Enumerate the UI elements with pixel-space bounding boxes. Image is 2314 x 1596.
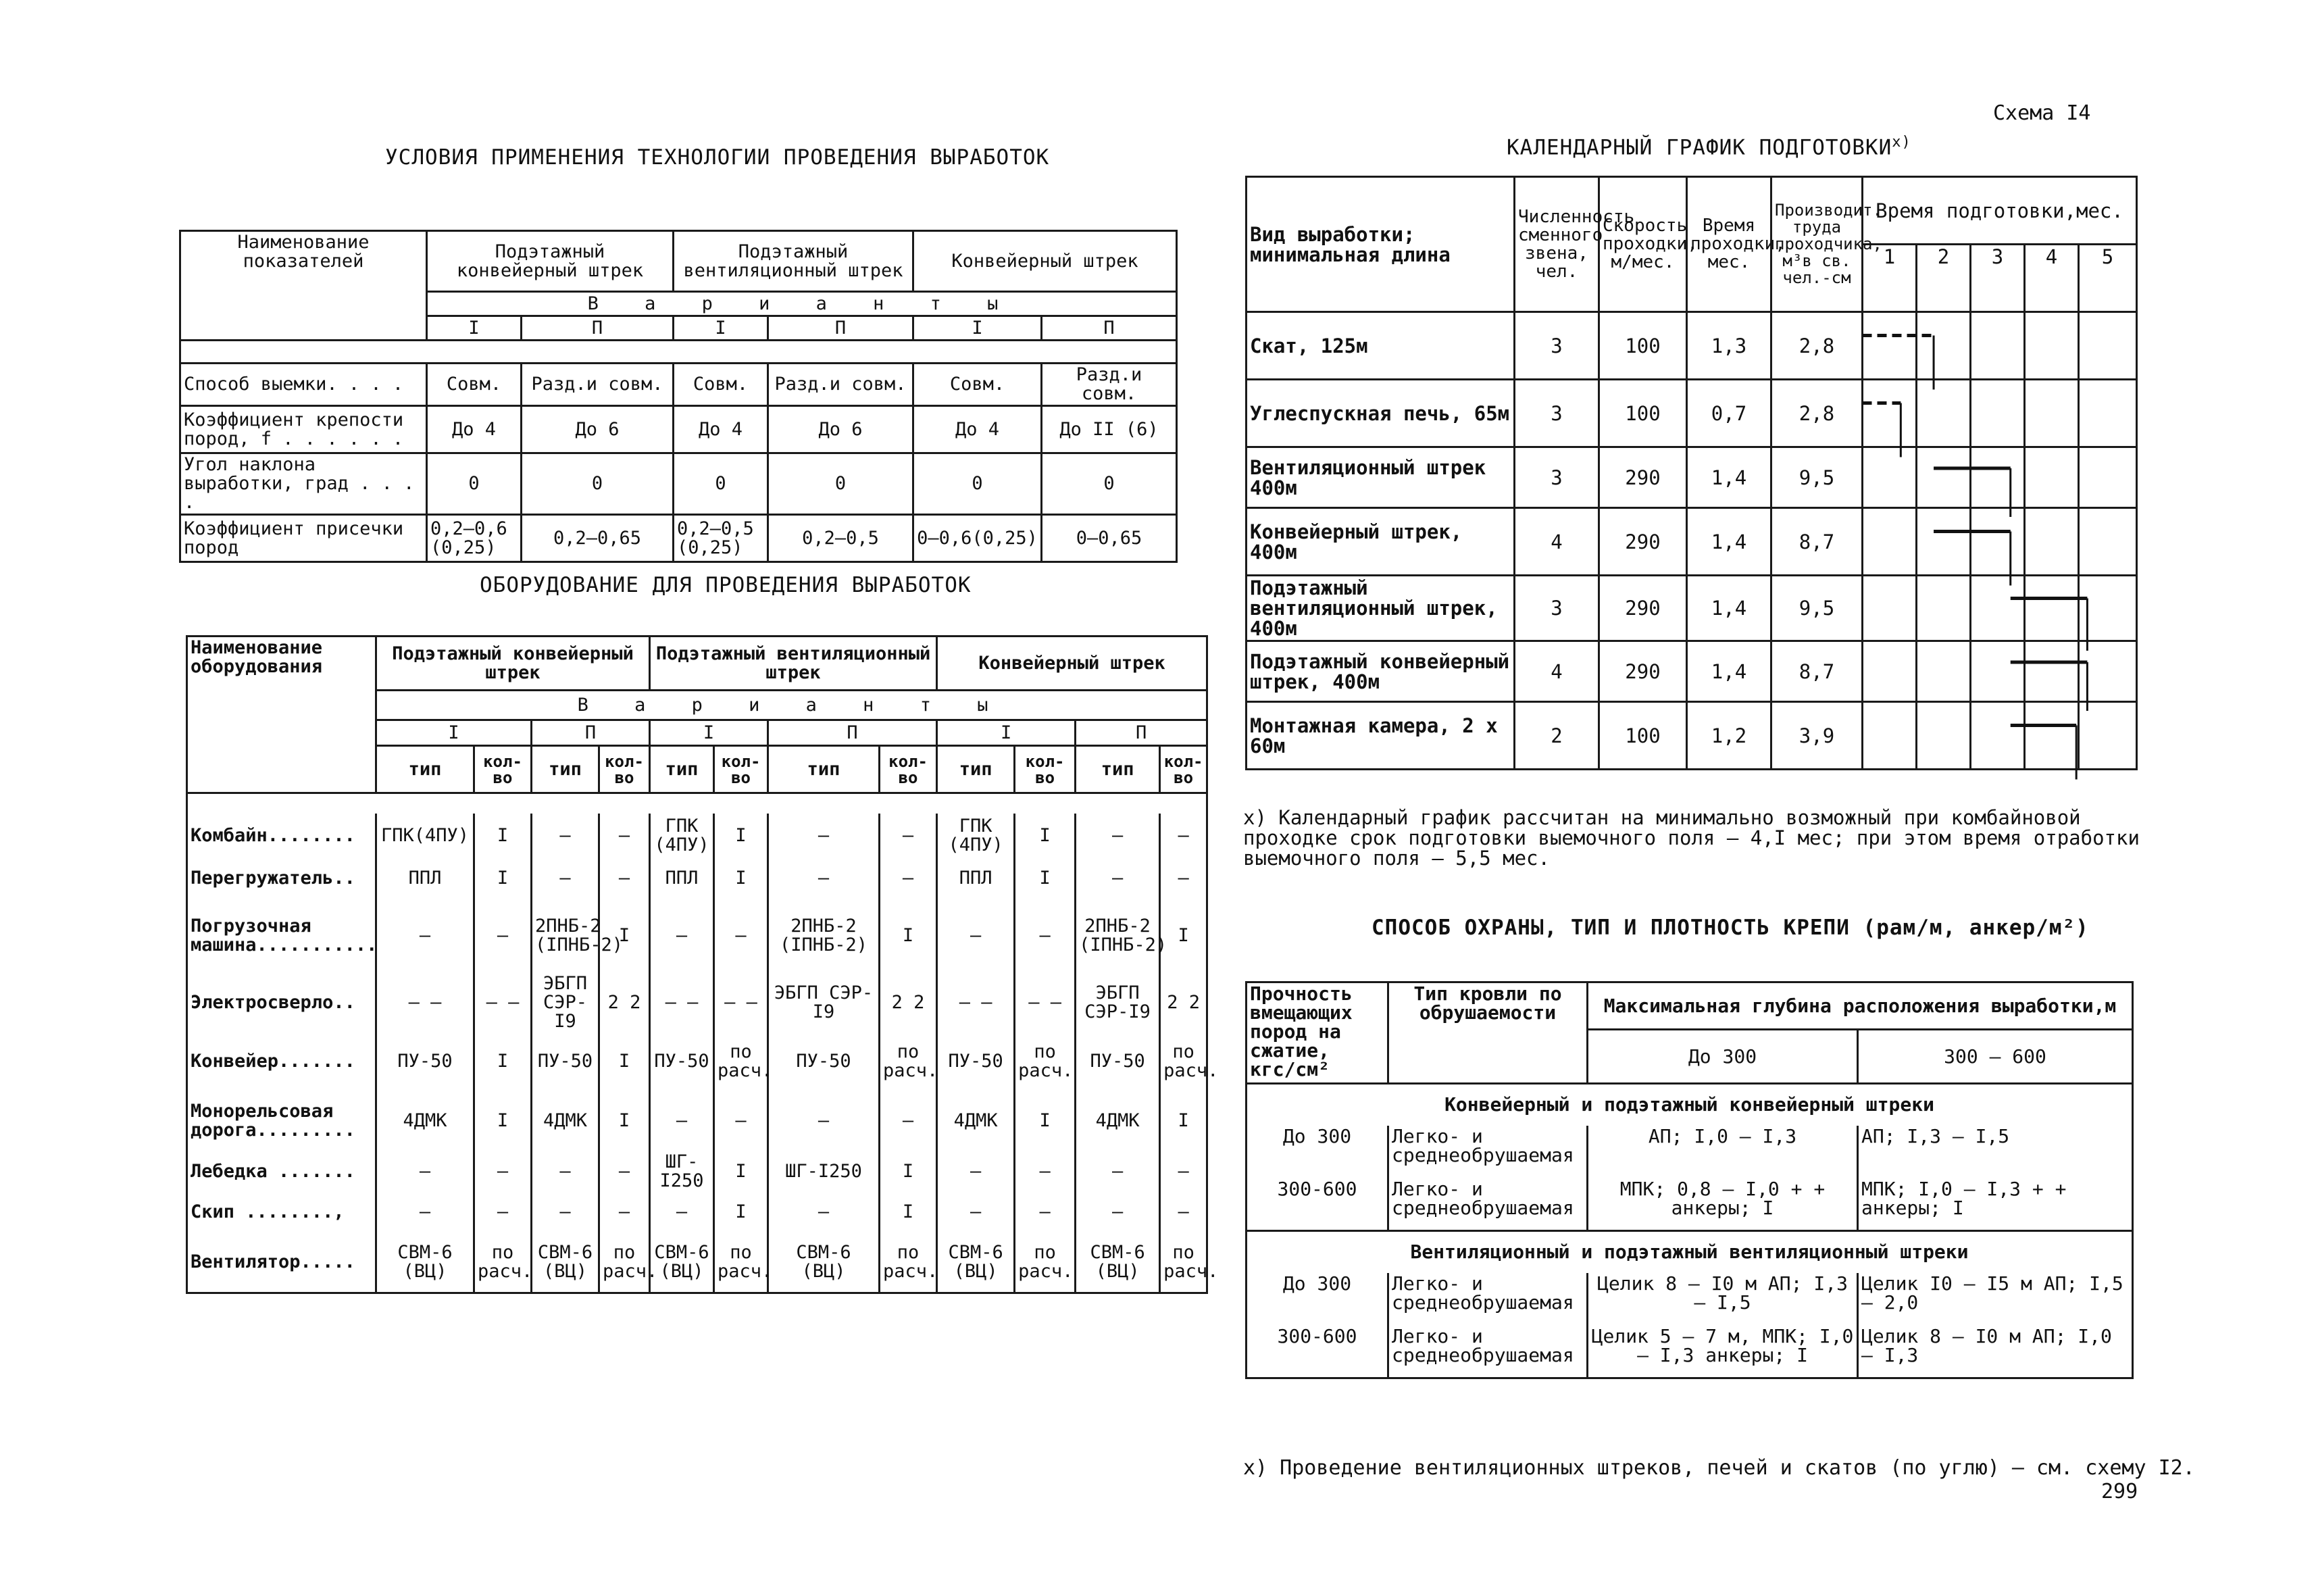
conditions-row-label: Угол наклона выработки, град . . . . xyxy=(180,453,427,515)
cell: До II (6) xyxy=(1042,406,1177,453)
sched-speed: 100 xyxy=(1599,312,1687,380)
support-section-title: Конвейерный и подэтажный конвейерный штреки xyxy=(1247,1084,2133,1126)
support-depth-a: МПК; 0,8 – I,0 + + анкеры; I xyxy=(1588,1178,1858,1231)
equipment-cell: ГПК (4ПУ) xyxy=(937,814,1015,858)
sched-work: Конвейерный штрек, 400м xyxy=(1247,508,1515,576)
conditions-row-label: Коэффициент присечки пород xyxy=(180,515,427,562)
sched-prod: 2,8 xyxy=(1771,312,1863,380)
support-strength: До 300 xyxy=(1247,1126,1388,1178)
cell: 0 xyxy=(427,453,522,515)
equipment-cell: СВМ-6 (ВЦ) xyxy=(532,1232,599,1293)
equipment-cell: ПУ-50 xyxy=(376,1032,474,1091)
cell: 0 xyxy=(913,453,1042,515)
sched-time: 0,7 xyxy=(1687,380,1771,447)
cell: Совм. xyxy=(913,364,1042,406)
conditions-group-3: Конвейерный штрек xyxy=(913,231,1177,292)
sub-qty: кол-во xyxy=(599,746,650,793)
sub-type: тип xyxy=(376,746,474,793)
equipment-cell: – xyxy=(650,1192,714,1232)
equipment-cell: – xyxy=(474,899,532,973)
equipment-row-label: Монорельсовая дорога......... xyxy=(187,1091,376,1151)
sched-time: 1,3 xyxy=(1687,312,1771,380)
equipment-cell: ГПК (4ПУ) xyxy=(650,814,714,858)
sub-qty: кол-во xyxy=(1160,746,1207,793)
sched-speed: 290 xyxy=(1599,508,1687,576)
support-depth-b: АП; I,3 – I,5 xyxy=(1858,1126,2133,1178)
equipment-cell: 2ПНБ-2 (IПНБ-2) xyxy=(1076,899,1160,973)
support-h-roof: Тип кровли по обрушаемости xyxy=(1388,982,1588,1084)
equipment-cell: 2 2 xyxy=(880,973,937,1032)
variant-num: П xyxy=(768,720,937,746)
support-h-depth-b: 300 – 600 xyxy=(1858,1030,2133,1084)
sub-type: тип xyxy=(650,746,714,793)
equipment-cell: 2ПНБ-2 (IПНБ-2) xyxy=(532,899,599,973)
sched-prod: 3,9 xyxy=(1771,702,1863,770)
equipment-cell: – xyxy=(1160,814,1207,858)
equipment-cell: – xyxy=(768,858,880,899)
cell: 0 xyxy=(768,453,913,515)
cell: 0,2–0,65 xyxy=(522,515,674,562)
sub-qty: кол-во xyxy=(1015,746,1076,793)
equipment-cell: – xyxy=(532,1151,599,1192)
equipment-cell: ПУ-50 xyxy=(532,1032,599,1091)
equipment-cell: I xyxy=(714,1151,768,1192)
variant-num: П xyxy=(1076,720,1207,746)
sched-month: 3 xyxy=(1971,245,2025,312)
equipment-cell: по расч. xyxy=(1160,1232,1207,1293)
equipment-cell: по расч. xyxy=(880,1232,937,1293)
sched-month: 5 xyxy=(2079,245,2137,312)
equipment-row-label: Лебедка ....... xyxy=(187,1151,376,1192)
sched-crew: 4 xyxy=(1515,508,1599,576)
equipment-cell: I xyxy=(1160,899,1207,973)
equipment-cell: – xyxy=(1160,1192,1207,1232)
sched-prod: 2,8 xyxy=(1771,380,1863,447)
cell: До 4 xyxy=(674,406,768,453)
sched-work: Подэтажный вентиляционный штрек, 400м xyxy=(1247,576,1515,641)
equipment-cell: I xyxy=(880,1192,937,1232)
equipment-cell: СВМ-6 (ВЦ) xyxy=(1076,1232,1160,1293)
equipment-row-label: Перегружатель.. xyxy=(187,858,376,899)
equipment-cell: – xyxy=(532,814,599,858)
variant-num: П xyxy=(532,720,650,746)
equipment-cell: – xyxy=(1015,899,1076,973)
variant-num: I xyxy=(674,316,768,341)
cell: Разд.и совм. xyxy=(522,364,674,406)
equipment-cell: I xyxy=(474,1091,532,1151)
equipment-cell: СВМ-6 (ВЦ) xyxy=(937,1232,1015,1293)
cell: Совм. xyxy=(674,364,768,406)
equipment-cell: I xyxy=(714,1192,768,1232)
equipment-cell: 4ДМК xyxy=(1076,1091,1160,1151)
equipment-cell: 4ДМК xyxy=(937,1091,1015,1151)
equipment-row-label: Комбайн........ xyxy=(187,814,376,858)
equipment-cell: I xyxy=(599,1091,650,1151)
support-strength: До 300 xyxy=(1247,1273,1388,1326)
cell: Совм. xyxy=(427,364,522,406)
sub-qty: кол-во xyxy=(714,746,768,793)
equipment-cell: – xyxy=(376,899,474,973)
variant-num: П xyxy=(768,316,913,341)
equipment-cell: – xyxy=(1160,858,1207,899)
sched-prod: 8,7 xyxy=(1771,641,1863,702)
sched-work: Углеспускная печь, 65м xyxy=(1247,380,1515,447)
sub-type: тип xyxy=(937,746,1015,793)
sched-prod: 9,5 xyxy=(1771,447,1863,508)
support-roof: Легко- и среднеобрушаемая xyxy=(1388,1126,1588,1178)
equipment-cell: – xyxy=(1015,1151,1076,1192)
sched-crew: 3 xyxy=(1515,447,1599,508)
sub-type: тип xyxy=(1076,746,1160,793)
support-depth-a: АП; I,0 – I,3 xyxy=(1588,1126,1858,1178)
cell: 0–0,65 xyxy=(1042,515,1177,562)
sched-time: 1,4 xyxy=(1687,576,1771,641)
support-footnote: х) Проведение вентиляционных штреков, печей и скатов (по углю) – см. схему I2. xyxy=(1243,1456,2195,1480)
sched-work: Монтажная камера, 2 х 60м xyxy=(1247,702,1515,770)
support-depth-a: Целик 8 – I0 м АП; I,3 – I,5 xyxy=(1588,1273,1858,1326)
equipment-cell: 4ДМК xyxy=(532,1091,599,1151)
equipment-cell: ППЛ xyxy=(937,858,1015,899)
equipment-cell: ППЛ xyxy=(376,858,474,899)
equipment-cell: I xyxy=(880,1151,937,1192)
cell: 0,2–0,5 (0,25) xyxy=(674,515,768,562)
equipment-cell: – – xyxy=(650,973,714,1032)
equipment-cell: СВМ-6 (ВЦ) xyxy=(650,1232,714,1293)
equipment-cell: – xyxy=(1076,1192,1160,1232)
equipment-cell: – xyxy=(599,1192,650,1232)
conditions-row-label: Коэффициент крепости пород, f . . . . . . xyxy=(180,406,427,453)
support-strength: 300-600 xyxy=(1247,1178,1388,1231)
equipment-cell: 4ДМК xyxy=(376,1091,474,1151)
equipment-row-label: Погрузочная машина........... xyxy=(187,899,376,973)
equipment-cell: по расч. xyxy=(714,1032,768,1091)
equipment-cell: 2ПНБ-2 (IПНБ-2) xyxy=(768,899,880,973)
equipment-cell: – xyxy=(1076,1151,1160,1192)
equipment-cell: – xyxy=(937,1151,1015,1192)
variant-num: I xyxy=(913,316,1042,341)
equipment-cell: 2 2 xyxy=(599,973,650,1032)
equipment-cell: – xyxy=(599,858,650,899)
sched-work: Скат, 125м xyxy=(1247,312,1515,380)
variant-num: I xyxy=(650,720,768,746)
cell: 0–0,6(0,25) xyxy=(913,515,1042,562)
equipment-cell: I xyxy=(474,858,532,899)
cell: 0,2–0,5 xyxy=(768,515,913,562)
equipment-cell: по расч. xyxy=(1015,1032,1076,1091)
equipment-cell: – xyxy=(714,899,768,973)
support-depth-a: Целик 5 – 7 м, МПК; I,0 – I,3 анкеры; I xyxy=(1588,1326,1858,1378)
equipment-col-name: Наименование оборудования xyxy=(187,637,376,793)
sched-h-work: Вид выработки; минимальная длина xyxy=(1247,177,1515,312)
equipment-cell: – – xyxy=(474,973,532,1032)
sched-work: Подэтажный конвейерный штрек, 400м xyxy=(1247,641,1515,702)
equipment-cell: – – xyxy=(376,973,474,1032)
sched-month: 1 xyxy=(1863,245,1917,312)
support-section-title: Вентиляционный и подэтажный вентиляционный штреки xyxy=(1247,1231,2133,1273)
variant-num: П xyxy=(1042,316,1177,341)
sched-speed: 290 xyxy=(1599,447,1687,508)
equipment-cell: – – xyxy=(1015,973,1076,1032)
equipment-cell: – – xyxy=(937,973,1015,1032)
equipment-cell: ПУ-50 xyxy=(650,1032,714,1091)
equipment-cell: – xyxy=(376,1192,474,1232)
sched-crew: 4 xyxy=(1515,641,1599,702)
equipment-cell: по расч. xyxy=(714,1232,768,1293)
equipment-cell: – xyxy=(474,1151,532,1192)
sched-speed: 100 xyxy=(1599,702,1687,770)
equipment-row-label: Вентилятор..... xyxy=(187,1232,376,1293)
support-h-depth: Максимальная глубина расположения выработки,м xyxy=(1588,982,2133,1030)
equipment-cell: – xyxy=(768,1091,880,1151)
sched-h-prod: Производит. труда проходчика, м³в св. чел.-см xyxy=(1771,177,1863,312)
equipment-cell: – xyxy=(474,1192,532,1232)
equipment-title: ОБОРУДОВАНИЕ ДЛЯ ПРОВЕДЕНИЯ ВЫРАБОТОК xyxy=(480,573,972,597)
equipment-cell: – xyxy=(650,899,714,973)
variant-num: I xyxy=(937,720,1076,746)
sched-time: 1,4 xyxy=(1687,508,1771,576)
sched-crew: 3 xyxy=(1515,312,1599,380)
cell: 0 xyxy=(674,453,768,515)
sched-prod: 8,7 xyxy=(1771,508,1863,576)
equipment-cell: СВМ-6 (ВЦ) xyxy=(768,1232,880,1293)
equipment-cell: по расч. xyxy=(474,1232,532,1293)
support-roof: Легко- и среднеобрушаемая xyxy=(1388,1178,1588,1231)
equipment-row-label: Скип ........, xyxy=(187,1192,376,1232)
support-depth-b: МПК; I,0 – I,3 + + анкеры; I xyxy=(1858,1178,2133,1231)
equipment-cell: ШГ-I250 xyxy=(650,1151,714,1192)
cell: До 4 xyxy=(913,406,1042,453)
equipment-cell: – xyxy=(1076,858,1160,899)
variant-num: I xyxy=(376,720,532,746)
schedule-title-mark: х) xyxy=(1892,134,1911,151)
support-strength: 300-600 xyxy=(1247,1326,1388,1378)
support-title: СПОСОБ ОХРАНЫ, ТИП И ПЛОТНОСТЬ КРЕПИ (рам/м, анкер/м²) xyxy=(1372,916,2089,940)
equipment-cell: СВМ-6 (ВЦ) xyxy=(376,1232,474,1293)
equipment-cell: I xyxy=(1160,1091,1207,1151)
equipment-cell: – xyxy=(1160,1151,1207,1192)
equipment-cell: I xyxy=(474,814,532,858)
sched-work: Вентиляционный штрек 400м xyxy=(1247,447,1515,508)
cell: До 6 xyxy=(768,406,913,453)
support-roof: Легко- и среднеобрушаемая xyxy=(1388,1326,1588,1378)
equipment-cell: – xyxy=(532,858,599,899)
equipment-group-3: Конвейерный штрек xyxy=(937,637,1207,691)
equipment-cell: I xyxy=(599,899,650,973)
equipment-cell: – xyxy=(1015,1192,1076,1232)
sched-speed: 290 xyxy=(1599,641,1687,702)
cell: 0 xyxy=(1042,453,1177,515)
conditions-title: УСЛОВИЯ ПРИМЕНЕНИЯ ТЕХНОЛОГИИ ПРОВЕДЕНИЯ ВЫРАБОТОК xyxy=(385,145,1050,170)
conditions-variants: В а р и а н т ы xyxy=(427,292,1177,316)
sched-h-time: Время проходки, мес. xyxy=(1687,177,1771,312)
equipment-cell: – xyxy=(1076,814,1160,858)
scheme-label: Схема I4 xyxy=(1993,101,2091,125)
equipment-cell: ПУ-50 xyxy=(768,1032,880,1091)
conditions-group-1: Подэтажный конвейерный штрек xyxy=(427,231,674,292)
sub-type: тип xyxy=(532,746,599,793)
cell: До 6 xyxy=(522,406,674,453)
cell: 0 xyxy=(522,453,674,515)
equipment-cell: – xyxy=(768,1192,880,1232)
sched-time: 1,2 xyxy=(1687,702,1771,770)
sched-crew: 3 xyxy=(1515,576,1599,641)
support-h-depth-a: До 300 xyxy=(1588,1030,1858,1084)
equipment-cell: I xyxy=(714,814,768,858)
equipment-group-2: Подэтажный вентиляционный штрек xyxy=(650,637,937,691)
equipment-cell: I xyxy=(1015,858,1076,899)
equipment-cell: – xyxy=(714,1091,768,1151)
sched-month: 2 xyxy=(1917,245,1971,312)
equipment-cell: I xyxy=(1015,814,1076,858)
sched-prod: 9,5 xyxy=(1771,576,1863,641)
equipment-cell: ППЛ xyxy=(650,858,714,899)
equipment-cell: – xyxy=(880,1091,937,1151)
equipment-cell: ПУ-50 xyxy=(937,1032,1015,1091)
support-roof: Легко- и среднеобрушаемая xyxy=(1388,1273,1588,1326)
equipment-cell: – xyxy=(880,814,937,858)
equipment-variants: В а р и а н т ы xyxy=(376,691,1207,720)
variant-num: П xyxy=(522,316,674,341)
support-depth-b: Целик 8 – I0 м АП; I,0 – I,3 xyxy=(1858,1326,2133,1378)
sched-month: 4 xyxy=(2025,245,2079,312)
sched-crew: 3 xyxy=(1515,380,1599,447)
cell: Разд.и совм. xyxy=(1042,364,1177,406)
sub-type: тип xyxy=(768,746,880,793)
equipment-cell: по расч. xyxy=(880,1032,937,1091)
equipment-cell: I xyxy=(474,1032,532,1091)
equipment-cell: I xyxy=(880,899,937,973)
equipment-cell: ШГ-I250 xyxy=(768,1151,880,1192)
equipment-cell: – xyxy=(599,814,650,858)
sched-speed: 100 xyxy=(1599,380,1687,447)
sub-qty: кол-во xyxy=(880,746,937,793)
schedule-title-text: КАЛЕНДАРНЫЙ ГРАФИК ПОДГОТОВКИ xyxy=(1507,135,1892,160)
cell: До 4 xyxy=(427,406,522,453)
equipment-cell: ЭБГП СЭР-I9 xyxy=(1076,973,1160,1032)
conditions-row-label: Способ выемки. . . . xyxy=(180,364,427,406)
equipment-cell: ЭБГП СЭР-I9 xyxy=(768,973,880,1032)
schedule-footnote: х) Календарный график рассчитан на минимально возможный при комбайновой проходке срок подготовки выемочного поля – 4,I мес; при этом время отработки выемочного поля – 5,5 мес. xyxy=(1243,806,2140,870)
sched-crew: 2 xyxy=(1515,702,1599,770)
page-number: 299 xyxy=(2101,1480,2138,1503)
equipment-cell: I xyxy=(1015,1091,1076,1151)
equipment-cell: – – xyxy=(714,973,768,1032)
equipment-cell: – xyxy=(599,1151,650,1192)
equipment-cell: – xyxy=(937,1192,1015,1232)
support-table xyxy=(1245,981,2134,1379)
conditions-col-name: Наименование показателей xyxy=(180,231,427,341)
conditions-group-2: Подэтажный вентиляционный штрек xyxy=(674,231,913,292)
equipment-cell: I xyxy=(599,1032,650,1091)
equipment-group-1: Подэтажный конвейерный штрек xyxy=(376,637,650,691)
support-h-strength: Прочность вмещающих пород на сжатие, кгс/см² xyxy=(1247,982,1388,1084)
equipment-cell: 2 2 xyxy=(1160,973,1207,1032)
equipment-cell: ГПК(4ПУ) xyxy=(376,814,474,858)
sched-h-crew: Численность сменного звена, чел. xyxy=(1515,177,1599,312)
equipment-cell: – xyxy=(532,1192,599,1232)
equipment-cell: – xyxy=(768,814,880,858)
sched-h-prep: Время подготовки,мес. xyxy=(1863,177,2137,245)
equipment-cell: – xyxy=(650,1091,714,1151)
sched-speed: 290 xyxy=(1599,576,1687,641)
cell: 0,2–0,6 (0,25) xyxy=(427,515,522,562)
sched-time: 1,4 xyxy=(1687,641,1771,702)
equipment-row-label: Электросверло.. xyxy=(187,973,376,1032)
support-depth-b: Целик I0 – I5 м АП; I,5 – 2,0 xyxy=(1858,1273,2133,1326)
equipment-cell: по расч. xyxy=(599,1232,650,1293)
sub-qty: кол-во xyxy=(474,746,532,793)
sched-time: 1,4 xyxy=(1687,447,1771,508)
sched-h-speed: Скорость проходки, м/мес. xyxy=(1599,177,1687,312)
equipment-row-label: Конвейер....... xyxy=(187,1032,376,1091)
equipment-cell: по расч. xyxy=(1160,1032,1207,1091)
variant-num: I xyxy=(427,316,522,341)
equipment-cell: – xyxy=(937,899,1015,973)
cell: Разд.и совм. xyxy=(768,364,913,406)
equipment-cell: I xyxy=(714,858,768,899)
equipment-cell: по расч. xyxy=(1015,1232,1076,1293)
equipment-cell: – xyxy=(880,858,937,899)
equipment-cell: – xyxy=(376,1151,474,1192)
equipment-cell: ЭБГП СЭР-I9 xyxy=(532,973,599,1032)
equipment-cell: ПУ-50 xyxy=(1076,1032,1160,1091)
